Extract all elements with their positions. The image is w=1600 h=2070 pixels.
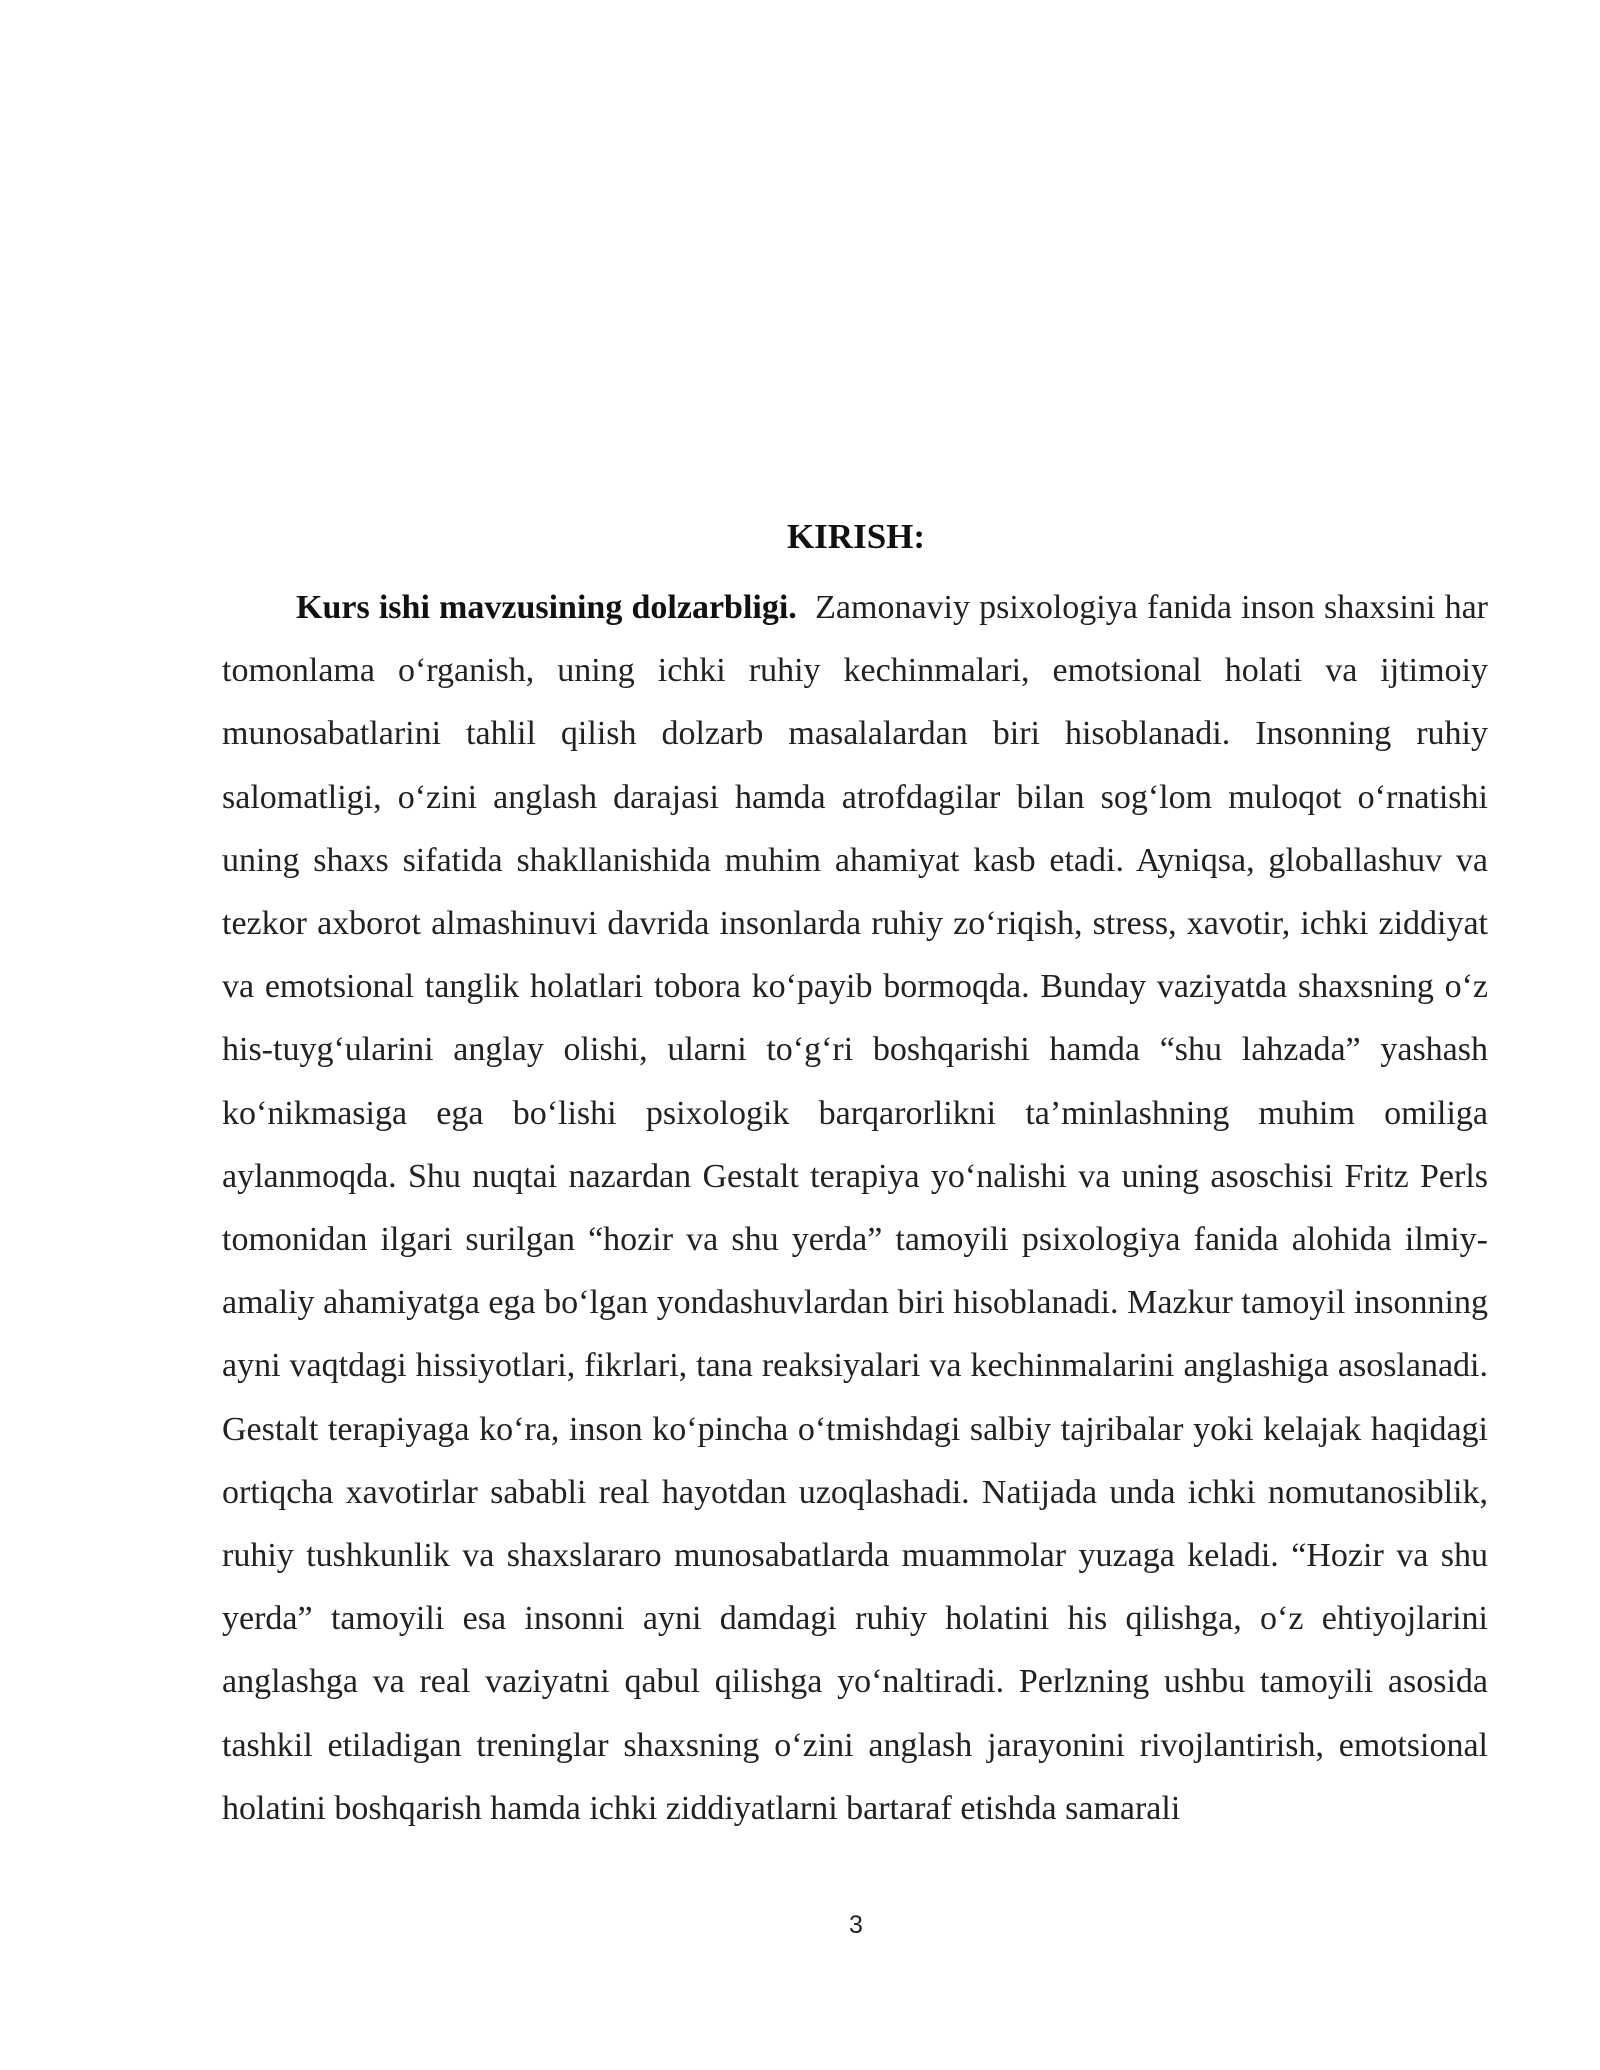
paragraph-text: Zamonaviy psixologiya fanida inson shaxsini har tomonlama o‘rganish, uning ichki ruhiy kechinmalari, emotsional holati va ijtimoiy munosabatlarini tahlil qilish dolzarb masalalardan biri hisoblanadi. Insonning ruhiy salomatligi, o‘zini anglash darajasi hamda atrofdagilar bilan sog‘lom muloqot o‘rnatishi uning shaxs sifatida shakllanishida muhim ahamiyat kasb etadi. Ayniqsa, globallashuv va tezkor axborot almashinuvi davrida insonlarda ruhiy zo‘riqish, stress, xavotir, ichki ziddiyat va emotsional tanglik holatlari tobora ko‘payib bormoqda. Bunday vaziyatda shaxsning o‘z his-tuyg‘ularini anglay olishi, ularni to‘g‘ri boshqarishi hamda “shu lahzada” yashash ko‘nikmasiga ega bo‘lishi psixologik barqarorlikni ta’minlashning muhim omiliga aylanmoqda. Shu nuqtai nazardan Gestalt terapiya yo‘nalishi va uning asoschisi Fritz Perls tomonidan ilgari surilgan “hozir va shu yerda” tamoyili psixologiya fanida alohida ilmiy-amaliy ahamiyatga ega bo‘lgan yondashuvlardan biri hisoblanadi. Mazkur tamoyil insonning ayni vaqtdagi hissiyotlari, fikrlari, tana reaksiyalari va kechinmalarini anglashiga asoslanadi. Gestalt terapiyaga ko‘ra, inson ko‘pincha o‘tmishdagi salbiy tajribalar yoki kelajak haqidagi ortiqcha xavotirlar sababli real hayotdan uzoqlashadi. Natijada unda ichki nomutanosiblik, ruhiy tushkunlik va shaxslararo munosabatlarda muammolar yuzaga keladi. “Hozir va shu yerda” tamoyili esa insonni ayni damdagi ruhiy holatini his qilishga, o‘z ehtiyojlarini anglashga va real vaziyatni qabul qilishga yo‘naltiradi. Perlzning ushbu tamoyili asosida tashkil etiladigan treninglar shaxsning o‘zini anglash jarayonini rivojlantirish, emotsional holatini boshqarish hamda ichki ziddiyatlarni bartaraf etishda samarali	[222, 589, 1488, 1827]
page-number: 3	[849, 1911, 863, 1939]
lead-phrase: Kurs ishi mavzusining dolzarbligi.	[296, 589, 797, 626]
body-paragraph	[222, 576, 1488, 1840]
section-heading: KIRISH:	[786, 517, 926, 556]
